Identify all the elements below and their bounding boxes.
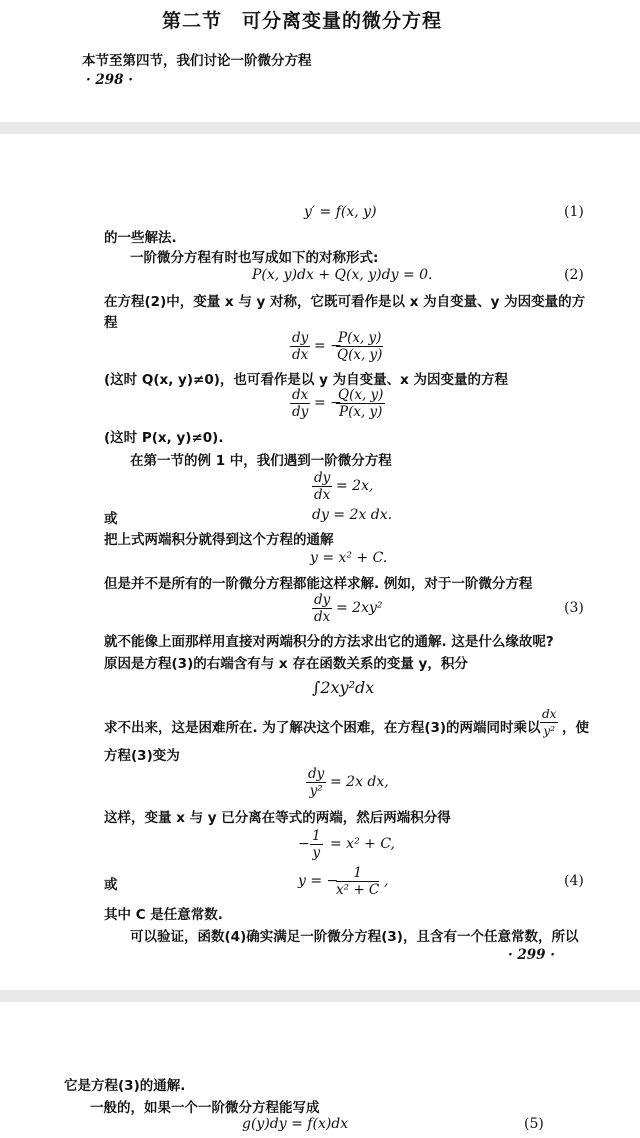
numerator: 1: [336, 865, 379, 882]
paragraph-line: (这时 P(x, y)≠0).: [104, 430, 224, 446]
paragraph-line: 它是方程(3)的通解.: [64, 1078, 186, 1094]
equation-rhs: = x² + C,: [330, 836, 395, 852]
paragraph-line: 在方程(2)中，变量 x 与 y 对称，它既可看作是以 x 为自变量、y 为因变量的方: [104, 294, 586, 310]
numerator: dy: [292, 330, 309, 346]
fraction: [290, 330, 310, 363]
numerator: dx: [542, 707, 557, 721]
paragraph-line: 或: [104, 877, 118, 893]
equation-lhs: y = −: [298, 873, 339, 889]
equals-sign: = −: [314, 395, 342, 411]
equation-2: P(x, y)dx + Q(x, y)dy = 0.: [252, 267, 433, 283]
paragraph-line: 这样，变量 x 与 y 已分离在等式的两端，然后两端积分得: [104, 810, 451, 826]
paragraph-line: 其中 C 是任意常数.: [104, 907, 223, 923]
fraction: [336, 865, 379, 898]
numerator: 1: [312, 828, 321, 844]
paragraph-line: 程: [104, 315, 118, 331]
denominator: y: [312, 845, 321, 861]
fraction: [306, 766, 326, 799]
paragraph-line: 本节至第四节，我们讨论一阶微分方程: [82, 53, 312, 69]
fraction: [290, 387, 310, 420]
denominator: P(x, y): [338, 404, 383, 420]
equation-number: (1): [564, 204, 584, 220]
numerator: dy: [314, 470, 331, 486]
page-separator: [0, 990, 640, 1002]
paragraph-line: 在第一节的例 1 中，我们遇到一阶微分方程: [130, 453, 392, 469]
fraction: [312, 470, 332, 503]
denominator: dx: [314, 609, 331, 625]
equation-number: (4): [564, 873, 584, 889]
paragraph-line: 求不出来，这是困难所在. 为了解决这个困难，在方程(3)的两端同时乘以: [104, 720, 541, 736]
fraction: [540, 706, 558, 739]
equation: y = x² + C.: [310, 550, 388, 566]
integral: ∫2xy²dx: [312, 678, 375, 697]
paragraph-line: 就不能像上面那样用直接对两端积分的方法求出它的通解. 这是什么缘故呢?: [104, 634, 554, 650]
equation-5: g(y)dy = f(x)dx: [242, 1116, 349, 1132]
numerator: Q(x, y): [338, 387, 384, 403]
paragraph-line: 一般的，如果一个一阶微分方程能写成: [90, 1100, 320, 1116]
fraction: [312, 592, 332, 625]
page-number: · 299 ·: [508, 947, 555, 963]
numerator: dy: [314, 592, 331, 608]
paragraph-line: 的一些解法.: [104, 230, 177, 246]
denominator: y²: [543, 724, 556, 738]
paragraph-line: 把上式两端积分就得到这个方程的通解: [104, 532, 334, 548]
page-number: · 298 ·: [86, 72, 133, 88]
comma: ,: [384, 873, 389, 889]
denominator: y²: [309, 783, 323, 799]
paragraph-line: 原因是方程(3)的右端含有与 x 存在函数关系的变量 y，积分: [104, 656, 468, 672]
paragraph-line: 或: [104, 511, 118, 527]
equation-rhs: = 2x dx,: [330, 774, 389, 790]
paragraph-line: (这时 Q(x, y)≠0)，也可看作是以 y 为自变量、x 为因变量的方程: [104, 372, 509, 388]
equation-rhs: = 2xy²: [336, 600, 383, 616]
numerator: P(x, y): [338, 330, 382, 346]
numerator: dx: [292, 387, 309, 403]
denominator: dy: [291, 404, 309, 420]
paragraph-line: 可以验证，函数(4)确实满足一阶微分方程(3)，且含有一个任意常数，所以: [130, 929, 579, 945]
equation-1: y′ = f(x, y): [304, 204, 377, 220]
denominator: x² + C: [336, 882, 380, 898]
numerator: dy: [308, 766, 325, 782]
fraction: [310, 828, 323, 861]
denominator: dx: [314, 487, 331, 503]
paragraph-line: ，使: [562, 720, 589, 736]
minus-sign: −: [298, 836, 310, 852]
page-separator: [0, 122, 640, 134]
section-title: 第二节 可分离变量的微分方程: [162, 10, 443, 32]
paragraph-line: 一阶微分方程有时也写成如下的对称形式:: [130, 250, 379, 266]
denominator: dx: [292, 347, 309, 363]
equation-number: (2): [564, 267, 584, 283]
equation: dy = 2x dx.: [312, 507, 393, 523]
denominator: Q(x, y): [337, 347, 383, 363]
equation-rhs: = 2x,: [336, 478, 374, 494]
equation-number: (5): [524, 1116, 544, 1132]
paragraph-line: 但是并不是所有的一阶微分方程都能这样求解. 例如，对于一阶微分方程: [104, 576, 533, 592]
equals-sign: = −: [314, 338, 342, 354]
equation-number: (3): [564, 600, 584, 616]
fraction: [336, 330, 383, 363]
fraction: [336, 387, 385, 420]
paragraph-line: 方程(3)变为: [104, 748, 180, 764]
